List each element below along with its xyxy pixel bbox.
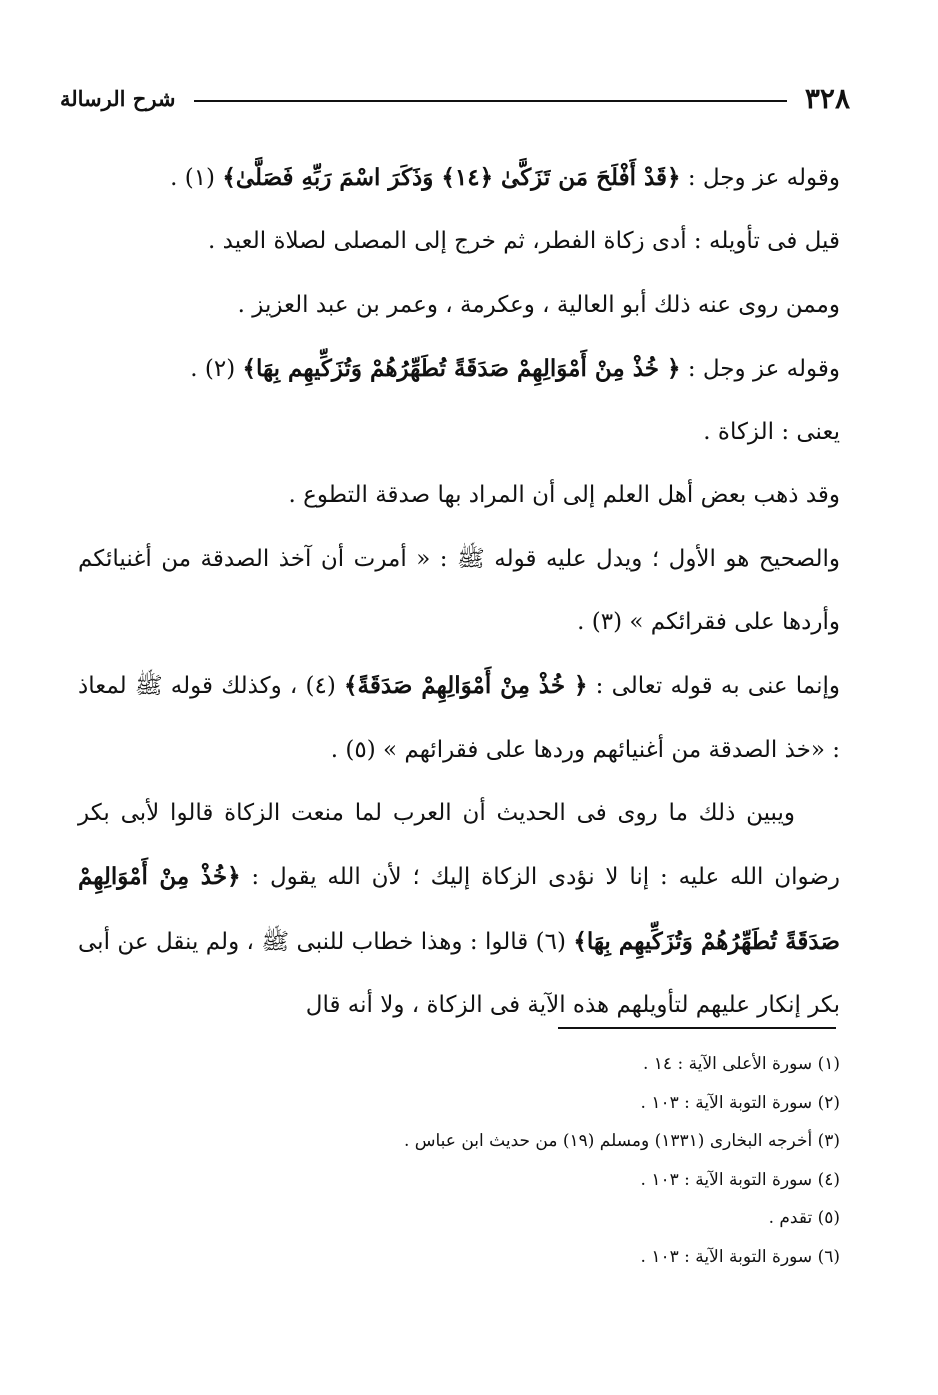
footnotes: [200, 1045, 840, 1277]
footnote-separator: [558, 1027, 836, 1029]
footnote-3: (٣) أخرجه البخارى (١٣٣١) ومسلم (١٩) من حديث ابن عباس .: [403, 1131, 840, 1152]
paragraph-8-rest: (٤) ، وكذلك قوله ﷺ لمعاذ : «خذ الصدقة من أغنيائهم وردها على فقرائهم » (٥) .: [78, 673, 840, 763]
paragraph-1-lead: وقوله عز وجل :: [680, 165, 840, 191]
footnote-5: (٥) تقدم .: [768, 1208, 840, 1229]
running-title: شرح الرسالة: [60, 85, 176, 111]
paragraph-3: وممن روى عنه ذلك أبو العالية ، وعكرمة ، وعمر بن عبد العزيز .: [237, 291, 840, 318]
paragraph-7: والصحيح هو الأول ؛ ويدل عليه قوله ﷺ : « أمرت أن آخذ الصدقة من أغنيائكم وأردها على فقرائكم » (٣) .: [78, 545, 840, 636]
quran-verse-3: ﴿ خُذْ مِنْ أَمْوَالِهِمْ صَدَقَةً﴾: [344, 672, 588, 700]
quran-verse-4: ﴿خُذْ مِنْ أَمْوَالِهِمْ صَدَقَةً تُطَهِّرُهُمْ وَتُزَكِّيهِم بِهَا﴾: [78, 863, 841, 955]
paragraph-9-lead: ويبين ذلك ما روى فى الحديث أن العرب لما منعت الزكاة قالوا لأبى بكر رضوان الله عليه : إنا لا نؤدى الزكاة إليك ؛ لأن الله يقول :: [78, 799, 840, 891]
footnote-4: (٤) سورة التوبة الآية : ١٠٣ .: [640, 1169, 840, 1190]
paragraph-1: [78, 146, 840, 210]
paragraph-9: [78, 782, 840, 1037]
quran-verse-2: ﴿ خُذْ مِنْ أَمْوَالِهِمْ صَدَقَةً تُطَهِّرُهُمْ وَتُزَكِّيهِم بِهَا﴾: [242, 354, 681, 382]
footnote-6: (٦) سورة التوبة الآية : ١٠٣ .: [640, 1246, 840, 1267]
footnote-2: (٢) سورة التوبة الآية : ١٠٣ .: [640, 1092, 840, 1113]
paragraph-8: [78, 654, 840, 782]
quran-verse-1: ﴿قَدْ أَفْلَحَ مَن تَزَكَّىٰ ﴿١٤﴾ وَذَكَرَ اسْمَ رَبِّهِ فَصَلَّىٰ﴾: [222, 164, 681, 191]
paragraph-6: وقد ذهب بعض أهل العلم إلى أن المراد بها صدقة التطوع .: [288, 482, 840, 509]
header-rule: [194, 100, 787, 102]
paragraph-4: [78, 337, 840, 401]
paragraph-9-rest: (٦) قالوا : وهذا خطاب للنبى ﷺ ، ولم ينقل عن أبى بكر إنكار عليهم لتأويلهم هذه الآية فى الزكاة ، ولا أنه قال: [78, 928, 840, 1018]
paragraph-2: قيل فى تأويله : أدى زكاة الفطر، ثم خرج إلى المصلى لصلاة العيد .: [208, 228, 840, 255]
footnote-ref-1: (١) .: [170, 165, 223, 191]
paragraph-4-lead: وقوله عز وجل :: [680, 355, 840, 382]
body-text: [78, 146, 840, 1037]
footnote-1: (١) سورة الأعلى الآية : ١٤ .: [642, 1054, 840, 1074]
paragraph-5: يعنى : الزكاة .: [703, 419, 840, 446]
footnote-ref-2: (٢) .: [190, 355, 243, 382]
page-header: [60, 78, 850, 118]
paragraph-8-lead: وإنما عنى به قوله تعالى :: [587, 673, 840, 700]
page-number: ٣٢٨: [804, 81, 850, 115]
